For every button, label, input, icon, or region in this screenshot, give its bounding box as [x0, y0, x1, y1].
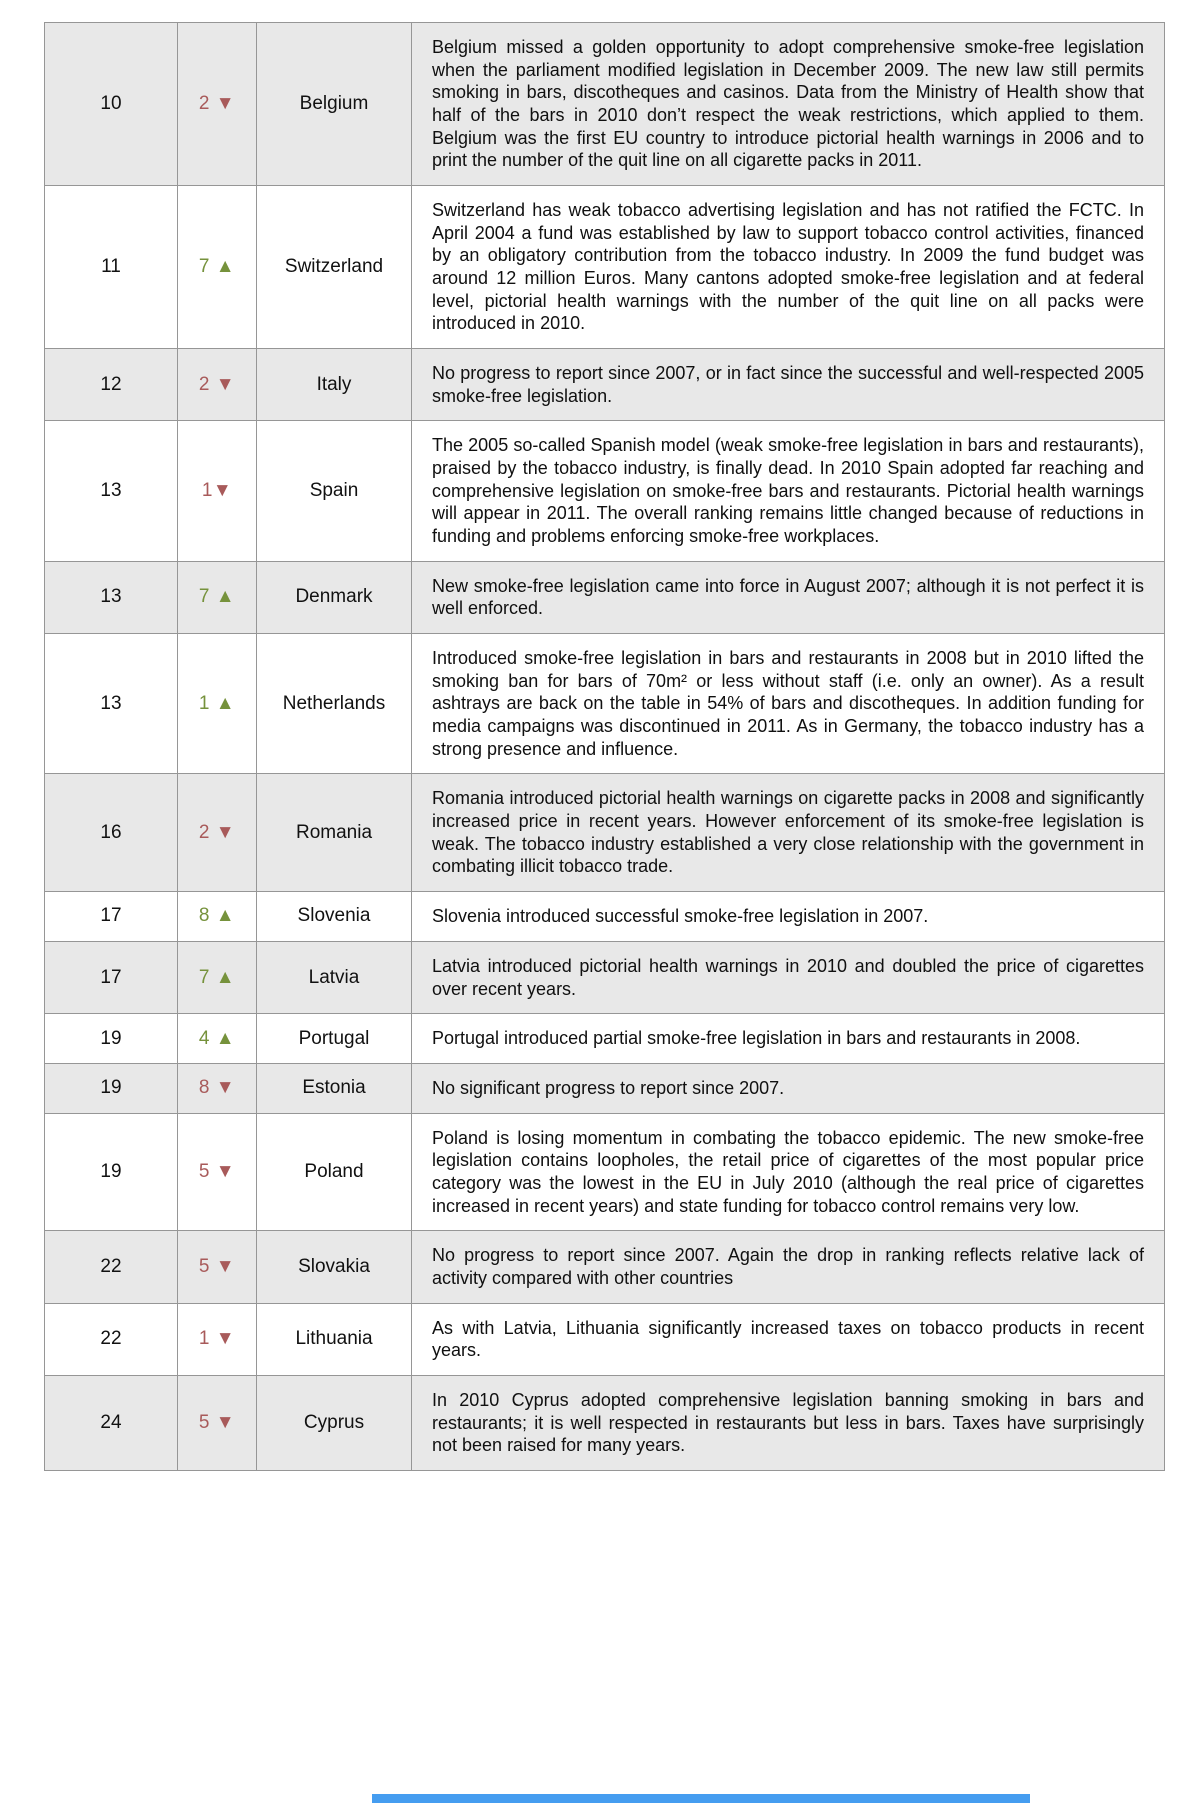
- country-name: Netherlands: [257, 634, 412, 774]
- rank-change-indicator: 8 ▼: [178, 1063, 257, 1113]
- rank-value: 17: [45, 941, 178, 1013]
- table-row: [45, 1303, 1165, 1375]
- rank-value: 17: [45, 892, 178, 942]
- ranking-table-body: [45, 23, 1165, 1471]
- country-comment-text: No significant progress to report since 2007.: [412, 1063, 1165, 1113]
- country-name: Italy: [257, 349, 412, 421]
- country-name: Estonia: [257, 1063, 412, 1113]
- table-row: [45, 634, 1165, 774]
- table-row: [45, 1063, 1165, 1113]
- rank-value: 13: [45, 421, 178, 561]
- table-row: [45, 1231, 1165, 1303]
- table-row: [45, 1113, 1165, 1231]
- table-row: [45, 349, 1165, 421]
- country-name: Denmark: [257, 561, 412, 633]
- country-name: Switzerland: [257, 186, 412, 349]
- rank-change-indicator: 8 ▲: [178, 892, 257, 942]
- country-name: Slovenia: [257, 892, 412, 942]
- rank-change-indicator: 5 ▼: [178, 1375, 257, 1470]
- country-comment-text: No progress to report since 2007. Again the drop in ranking reflects relative lack of activity compared with other countries: [412, 1231, 1165, 1303]
- rank-change-indicator: 4 ▲: [178, 1014, 257, 1064]
- rank-value: 19: [45, 1014, 178, 1064]
- rank-change-indicator: 7 ▲: [178, 186, 257, 349]
- rank-change-indicator: 1 ▼: [178, 1303, 257, 1375]
- rank-value: 13: [45, 561, 178, 633]
- country-comment-text: Latvia introduced pictorial health warnings in 2010 and doubled the price of cigarettes over recent years.: [412, 941, 1165, 1013]
- table-row: [45, 1014, 1165, 1064]
- selection-highlight-bar: [372, 1794, 1030, 1803]
- table-row: [45, 421, 1165, 561]
- table-row: [45, 1375, 1165, 1470]
- table-row: [45, 561, 1165, 633]
- country-name: Portugal: [257, 1014, 412, 1064]
- rank-value: 16: [45, 774, 178, 892]
- rank-value: 19: [45, 1113, 178, 1231]
- country-name: Latvia: [257, 941, 412, 1013]
- country-name: Lithuania: [257, 1303, 412, 1375]
- table-row: [45, 186, 1165, 349]
- rank-value: 11: [45, 186, 178, 349]
- rank-change-indicator: 5 ▼: [178, 1113, 257, 1231]
- country-comment-text: Belgium missed a golden opportunity to adopt comprehensive smoke-free legislation when the parliament modified legislation in December 2009. The new law still permits smoking in bars, discotheques and casinos. Data from the Ministry of Health show that half of the bars in 2010 don’t respect the weak restrictions, which applied to them. Belgium was the first EU country to introduce pictorial health warnings in 2006 and to print the number of the quit line on all cigarette packs in 2011.: [412, 23, 1165, 186]
- rank-value: 22: [45, 1231, 178, 1303]
- country-comment-text: Portugal introduced partial smoke-free legislation in bars and restaurants in 2008.: [412, 1014, 1165, 1064]
- country-name: Belgium: [257, 23, 412, 186]
- rank-change-indicator: 7 ▲: [178, 561, 257, 633]
- country-ranking-table: [44, 22, 1165, 1471]
- table-row: [45, 774, 1165, 892]
- table-row: [45, 892, 1165, 942]
- table-row: [45, 23, 1165, 186]
- country-name: Slovakia: [257, 1231, 412, 1303]
- rank-value: 24: [45, 1375, 178, 1470]
- country-name: Poland: [257, 1113, 412, 1231]
- rank-change-indicator: 7 ▲: [178, 941, 257, 1013]
- rank-value: 12: [45, 349, 178, 421]
- country-comment-text: As with Latvia, Lithuania significantly increased taxes on tobacco products in recent years.: [412, 1303, 1165, 1375]
- country-name: Romania: [257, 774, 412, 892]
- rank-value: 19: [45, 1063, 178, 1113]
- country-comment-text: Slovenia introduced successful smoke-free legislation in 2007.: [412, 892, 1165, 942]
- table-row: [45, 941, 1165, 1013]
- country-comment-text: Introduced smoke-free legislation in bars and restaurants in 2008 but in 2010 lifted the smoking ban for bars of 70m² or less without staff (i.e. only an owner). As a result ashtrays are back on the table in 54% of bars and discotheques. In addition funding for media campaigns was discontinued in 2011. As in Germany, the tobacco industry has a strong presence and influence.: [412, 634, 1165, 774]
- country-name: Cyprus: [257, 1375, 412, 1470]
- country-comment-text: Poland is losing momentum in combating the tobacco epidemic. The new smoke-free legislation contains loopholes, the retail price of cigarettes of the most popular price category was the lowest in the EU in July 2010 (although the real price of cigarettes increased in recent years) and state funding for tobacco control remains very low.: [412, 1113, 1165, 1231]
- country-comment-text: No progress to report since 2007, or in fact since the successful and well-respected 2005 smoke-free legislation.: [412, 349, 1165, 421]
- country-comment-text: In 2010 Cyprus adopted comprehensive legislation banning smoking in bars and restaurants; it is well respected in restaurants but less in bars. Taxes have surprisingly not been raised for many years.: [412, 1375, 1165, 1470]
- country-comment-text: The 2005 so-called Spanish model (weak smoke-free legislation in bars and restaurants), praised by the tobacco industry, is finally dead. In 2010 Spain adopted far reaching and comprehensive legislation on smoke-free bars and restaurants. Pictorial health warnings will appear in 2011. The overall ranking remains little changed because of reductions in funding and problems enforcing smoke-free workplaces.: [412, 421, 1165, 561]
- rank-change-indicator: 2 ▼: [178, 23, 257, 186]
- rank-value: 10: [45, 23, 178, 186]
- rank-change-indicator: 2 ▼: [178, 349, 257, 421]
- country-comment-text: Romania introduced pictorial health warnings on cigarette packs in 2008 and significantly increased price in recent years. However enforcement of its smoke-free legislation is weak. The tobacco industry established a very close relationship with the government in combating illicit tobacco trade.: [412, 774, 1165, 892]
- rank-change-indicator: 2 ▼: [178, 774, 257, 892]
- rank-change-indicator: 5 ▼: [178, 1231, 257, 1303]
- rank-change-indicator: 1▼: [178, 421, 257, 561]
- country-comment-text: New smoke-free legislation came into force in August 2007; although it is not perfect it is well enforced.: [412, 561, 1165, 633]
- rank-change-indicator: 1 ▲: [178, 634, 257, 774]
- country-name: Spain: [257, 421, 412, 561]
- country-comment-text: Switzerland has weak tobacco advertising legislation and has not ratified the FCTC. In April 2004 a fund was established by law to support tobacco control activities, financed by an obligatory contribution from the tobacco industry. In 2009 the fund budget was around 12 million Euros. Many cantons adopted smoke-free legislation and at federal level, pictorial health warnings with the number of the quit line on all packs were introduced in 2010.: [412, 186, 1165, 349]
- rank-value: 13: [45, 634, 178, 774]
- rank-value: 22: [45, 1303, 178, 1375]
